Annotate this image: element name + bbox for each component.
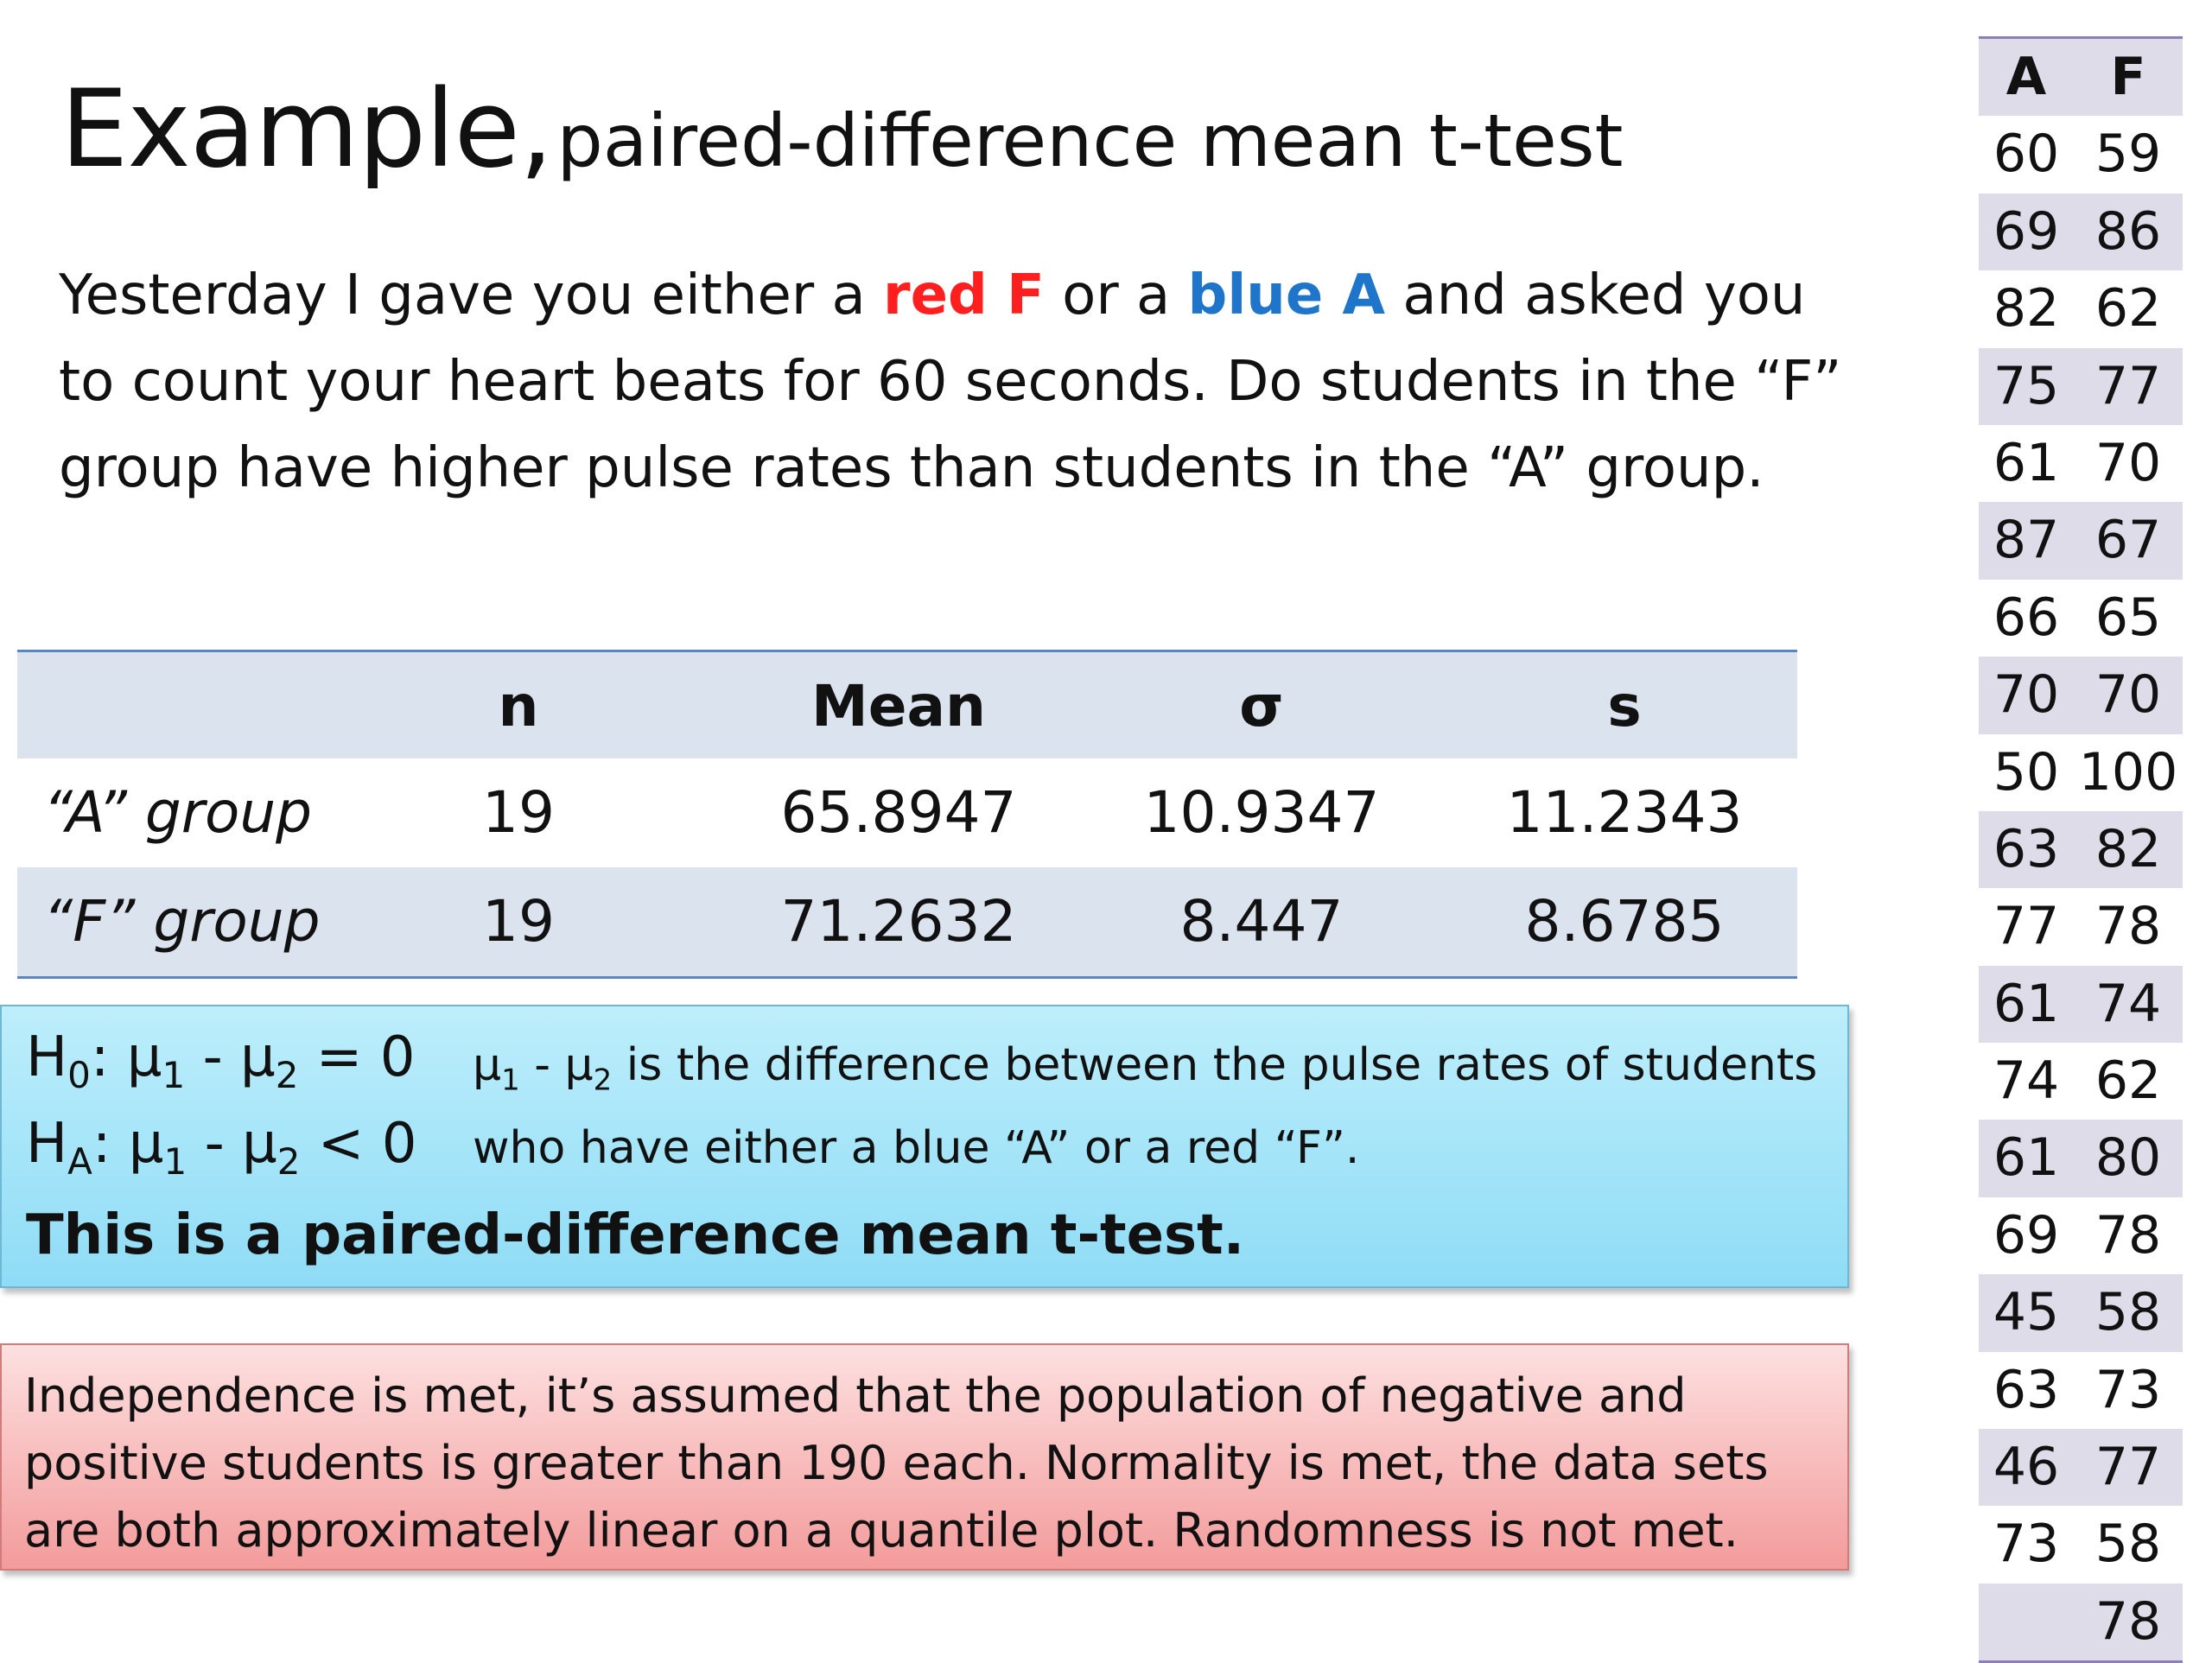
h0-letter: H [26,1025,68,1089]
value-a: 77 [1993,896,2060,957]
ha-subscript: A [67,1139,92,1183]
data-row [1979,1584,2183,1663]
parameter-definition-line-2: who have either a blue “A” or a red “F”. [473,1122,1360,1174]
value-f: 67 [2094,510,2162,571]
data-row [1979,1352,2183,1429]
value-a: 66 [1993,587,2060,648]
value-a: 70 [1993,664,2060,726]
value-a: 74 [1993,1050,2060,1112]
value-f: 77 [2094,355,2162,416]
data-row [1979,194,2183,270]
ha-letter: H [26,1112,68,1176]
ha-mu: : μ [92,1112,164,1176]
ha-minus-mu: - μ [187,1112,277,1176]
value-a: 61 [1993,1127,2060,1189]
header-s: s [1607,673,1642,739]
raw-data-table [1979,36,2183,1663]
value-f: 74 [2094,973,2162,1034]
summary-stats-table [17,650,1797,978]
red-f-label: red F [883,263,1045,327]
value-a: 75 [1993,355,2060,416]
title-subtitle: paired-difference mean t-test [556,98,1624,183]
header-mean: Mean [811,673,986,739]
blue-a-label: blue A [1187,263,1386,327]
data-row [1979,502,2183,579]
data-row [1979,1120,2183,1196]
value-f: 80 [2094,1127,2162,1189]
data-row [1979,348,2183,425]
data-row [1979,811,2183,888]
cell-mean: 65.8947 [780,779,1017,846]
cell-sigma: 10.9347 [1143,779,1380,846]
data-row [1979,888,2183,965]
h0-equals: = 0 [298,1025,416,1089]
value-f: 70 [2094,664,2162,726]
value-f: 78 [2094,896,2162,957]
ha-mu-sub-2: 2 [276,1139,301,1183]
value-f: 86 [2094,200,2162,262]
data-row [1979,1043,2183,1120]
data-row [1979,116,2183,193]
column-header-f: F [2110,47,2146,107]
ha-less-than: < 0 [300,1112,417,1176]
conditions-text: Independence is met, it’s assumed that the population of negative and positive students is greater than 190 each. Normality is met, the data sets are both approximately linear on a quantile plot. Randomness is not met. [24,1368,1769,1558]
value-a: 73 [1993,1514,2060,1575]
test-type-conclusion: This is a paired-difference mean t-test. [26,1203,1245,1267]
data-row [1979,966,2183,1043]
value-f: 65 [2094,587,2162,648]
value-a: 45 [1993,1282,2060,1343]
header-sigma: σ [1239,673,1284,739]
row-label: “A” group [43,779,313,846]
data-row [1979,580,2183,657]
cell-n: 19 [482,779,555,846]
h0-subscript: 0 [67,1053,91,1096]
data-row [1979,1197,2183,1274]
stats-header-row [17,650,1797,761]
cell-sigma: 8.447 [1179,888,1344,955]
value-f: 62 [2094,1050,2162,1112]
desc-sub-1: 1 [501,1063,520,1098]
stats-row-f-group [17,867,1797,979]
value-a: 46 [1993,1437,2060,1498]
h0-mu-sub-1: 1 [162,1053,186,1096]
desc-mu: μ [473,1039,502,1091]
title-main: Example, [60,67,553,192]
value-f: 77 [2094,1437,2162,1498]
data-row [1979,1429,2183,1506]
h0-minus-mu: - μ [185,1025,276,1089]
question-part-1: Yesterday I gave you either a [59,263,884,327]
value-a: 60 [1993,124,2060,185]
value-f: 62 [2094,278,2162,340]
cell-mean: 71.2632 [780,888,1017,955]
data-header-row [1979,36,2183,116]
value-f: 82 [2094,818,2162,879]
value-f: 70 [2094,432,2162,493]
value-a: 63 [1993,1359,2060,1420]
slide-title [60,67,1624,192]
value-a: 69 [1993,200,2060,262]
value-a: 69 [1993,1204,2060,1266]
data-row [1979,270,2183,347]
value-f: 78 [2094,1590,2162,1652]
ha-mu-sub-1: 1 [163,1139,188,1183]
data-row [1979,1506,2183,1583]
h0-mu-sub-2: 2 [275,1053,299,1096]
value-f: 78 [2094,1204,2162,1266]
value-f: 100 [2078,741,2178,803]
parameter-definition-line-1 [473,1039,1817,1097]
data-row [1979,425,2183,502]
value-a: 87 [1993,510,2060,571]
desc-sub-2: 2 [593,1063,613,1098]
alternative-hypothesis [26,1112,416,1183]
cell-s: 11.2343 [1506,779,1743,846]
question-part-3: and asked you to count your heart beats for 60 seconds. Do students in the “F” group have higher pulse rates than students in the “A” group. [59,263,1842,500]
value-f: 58 [2094,1514,2162,1575]
column-header-a: A [2005,47,2047,107]
value-f: 59 [2094,124,2162,185]
value-a: 61 [1993,432,2060,493]
value-a: 50 [1993,741,2060,803]
data-row [1979,1274,2183,1351]
value-a: 61 [1993,973,2060,1034]
header-group [43,652,372,761]
stats-row-a-group [17,759,1797,867]
conditions-box [0,1343,1849,1571]
cell-n: 19 [482,888,555,955]
value-f: 58 [2094,1282,2162,1343]
hypotheses-box [0,1005,1849,1288]
h0-mu: : μ [90,1025,162,1089]
desc-text-1: is the difference between the pulse rates of students [612,1039,1818,1091]
question-text [59,252,1856,511]
value-f: 73 [2094,1359,2162,1420]
null-hypothesis [26,1025,415,1096]
header-n: n [498,673,539,739]
desc-minus-mu: - μ [519,1039,594,1091]
cell-s: 8.6785 [1524,888,1725,955]
data-row [1979,734,2183,811]
question-part-2: or a [1044,263,1188,327]
row-label: “F” group [43,888,321,955]
data-row [1979,657,2183,733]
value-a: 82 [1993,278,2060,340]
value-a: 63 [1993,818,2060,879]
